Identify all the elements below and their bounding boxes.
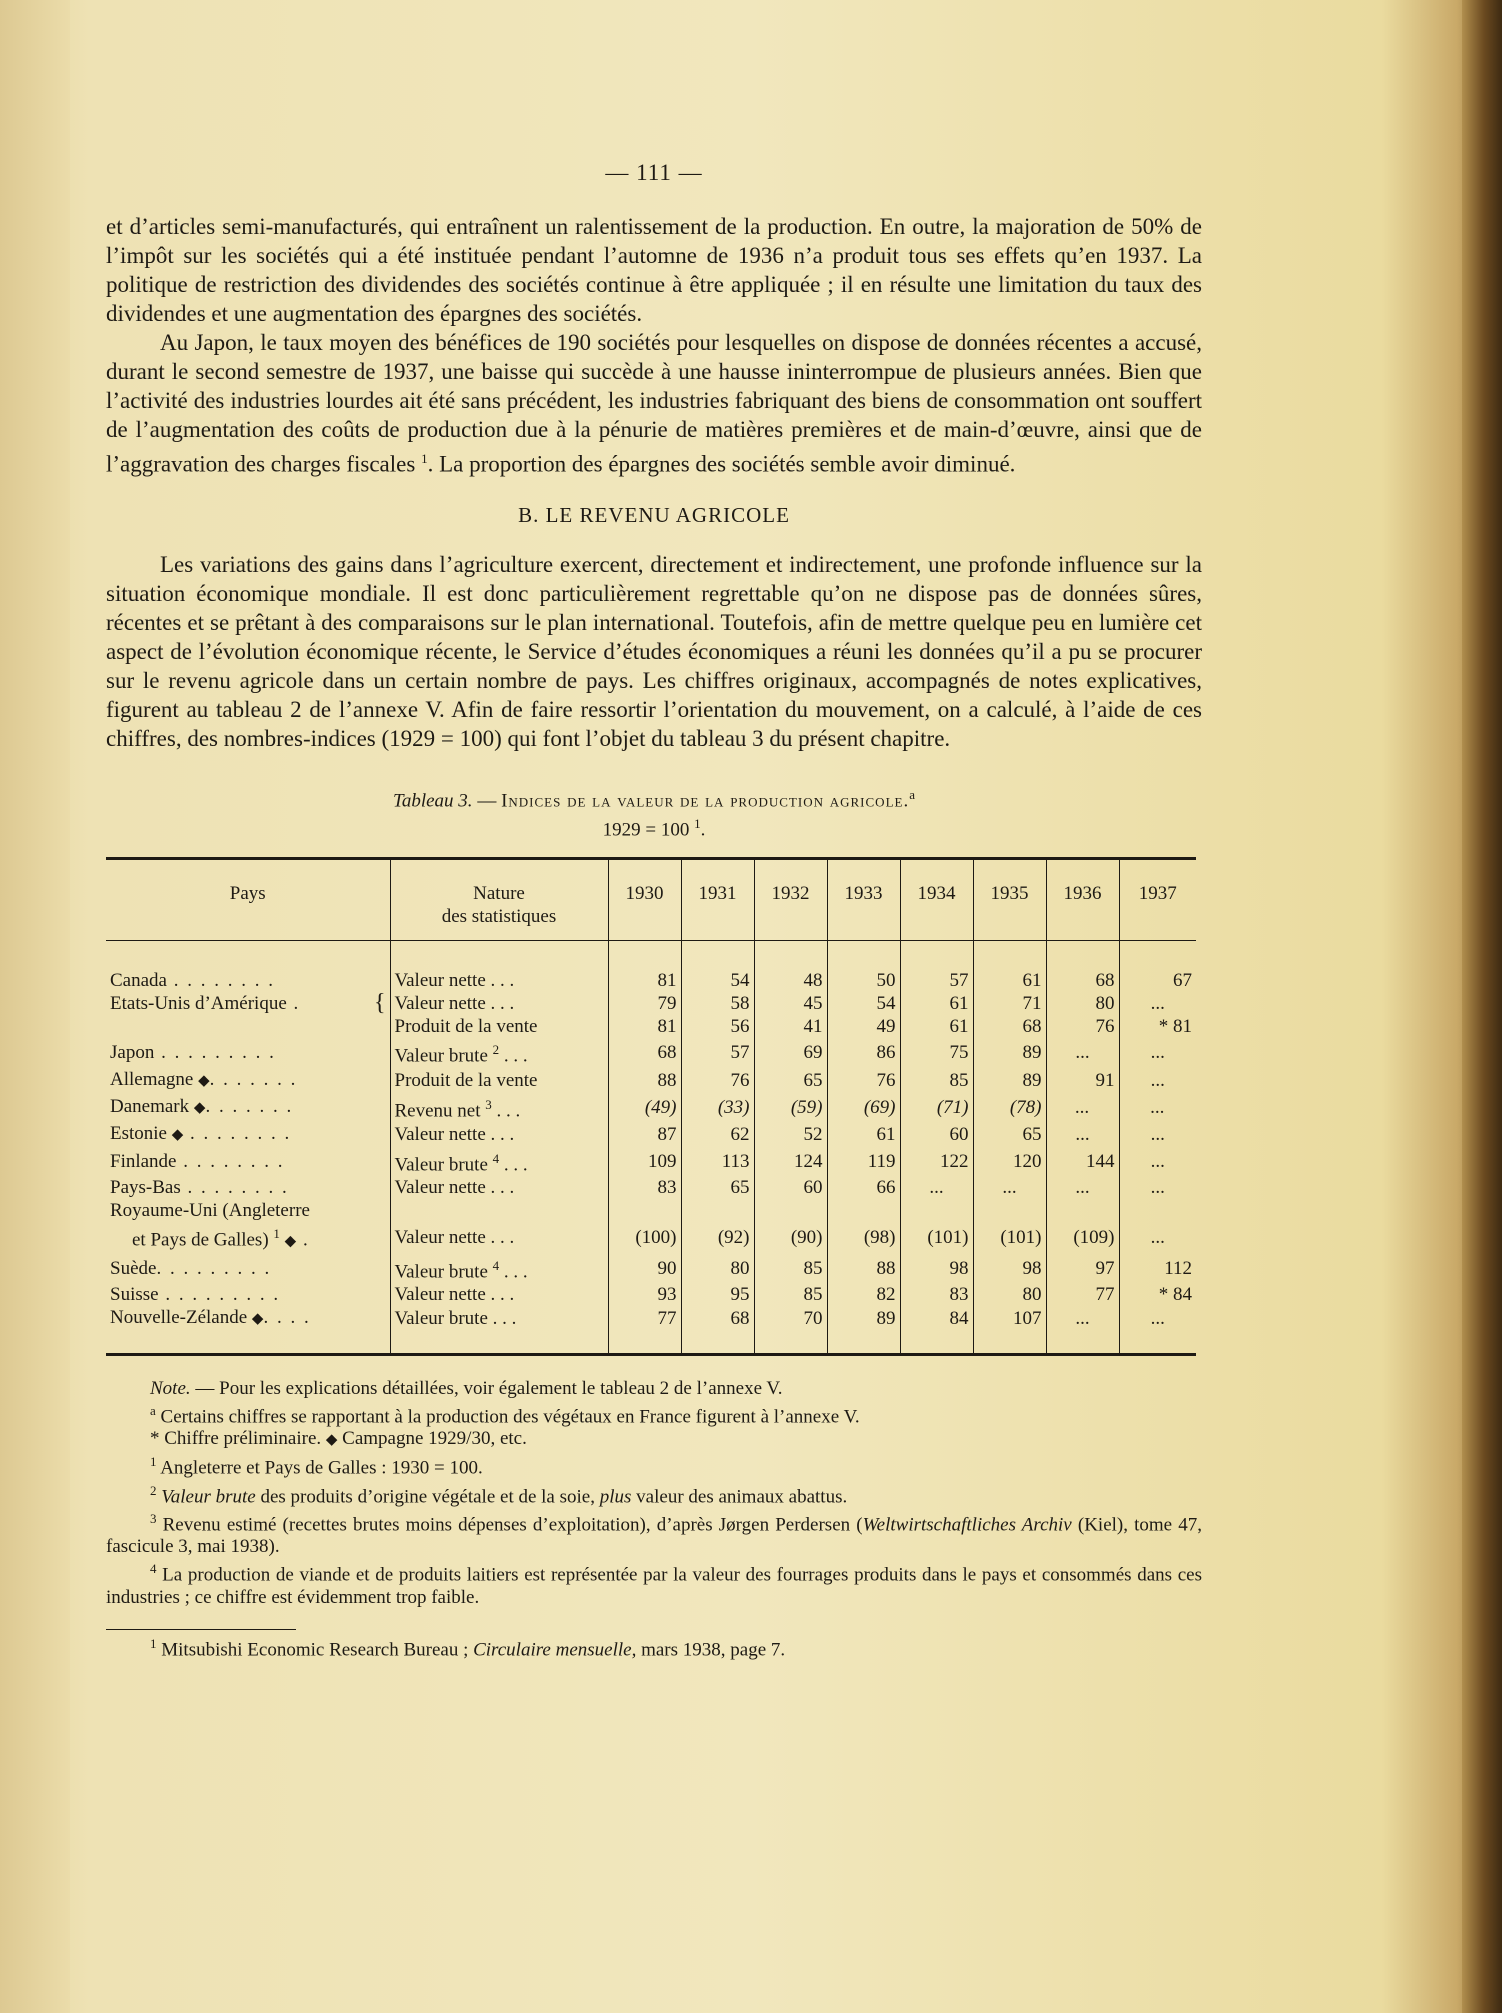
table-spacer-row — [106, 941, 1196, 970]
value-cell: 107 — [973, 1306, 1046, 1331]
nature-footnote-mark: 2 — [492, 1042, 500, 1058]
table-row — [106, 1222, 1196, 1253]
header-country: Pays — [106, 859, 390, 941]
value-cell: 112 — [1119, 1254, 1196, 1283]
value-cell: 57 — [900, 969, 973, 992]
leader-dots: . — [286, 993, 301, 1015]
note-2-italic: Valeur brute — [161, 1485, 256, 1507]
note-2 — [106, 1480, 1202, 1508]
paragraph-1: et d’articles semi-manufacturés, qui entraînent un ralentissement de la production. En outre, la majoration de 50% de l’impôt sur les sociétés qui a été instituée pendant l’automne de 1936 n’a produit tous ses effets qu’en 1937. La politique de restriction des dividendes des sociétés continue à être appliquée ; il en résulte une limitation du taux des dividendes et une augmentation des épargnes des sociétés. — [106, 214, 1202, 326]
table-body — [106, 941, 1196, 1355]
leader-dots: . . . — [485, 970, 515, 992]
value-cell: (33) — [681, 1093, 754, 1122]
header-year: 1932 — [754, 859, 827, 941]
leader-dots: . . . — [485, 1177, 515, 1199]
leader-dots: . . . . . . . . — [183, 1122, 292, 1144]
note-a-mark: a — [150, 1402, 156, 1418]
leader-dots: . . . — [485, 1123, 515, 1145]
value-cell: 61 — [900, 1015, 973, 1038]
nature-cell — [390, 1283, 608, 1306]
value-cell: ... — [1119, 1222, 1196, 1253]
value-cell: (59) — [754, 1093, 827, 1122]
country-name: Finlande — [110, 1151, 177, 1173]
value-cell — [608, 1199, 681, 1222]
nature-text: Valeur nette — [394, 993, 486, 1015]
footnote-rule — [106, 1629, 296, 1630]
nature-cell — [390, 1222, 608, 1253]
leader-dots: . . . . . . . . — [180, 1177, 289, 1199]
note-1-mark: 1 — [150, 1454, 157, 1470]
note-star-text: * Chiffre préliminaire. — [150, 1428, 322, 1450]
value-cell: 79 — [608, 992, 681, 1015]
page-footnote-end: mars 1938, page 7. — [636, 1638, 786, 1660]
table-subcaption-mark: 1 — [694, 815, 701, 831]
paragraph-2-text: Au Japon, le taux moyen des bénéfices de 190 sociétés pour lesquelles on dispose de données récentes a accusé, durant le second semestre de 1937, une baisse qui succède à une hausse ininterrompue de plusieurs années. Bien que l’activité des industries lourdes ait été sans précédent, les industries fabriquant des biens de consommation ont souffert de l’augmentation des coûts de production due à la pénurie de matières premières et de main-d’œuvre, ainsi que de l’aggravation des charges fiscales — [106, 330, 1202, 477]
nature-cell — [390, 1122, 608, 1147]
country-cell — [106, 1176, 390, 1199]
value-cell: ... — [1046, 1038, 1119, 1067]
value-cell: 65 — [973, 1122, 1046, 1147]
note-4 — [106, 1558, 1202, 1608]
value-cell: 119 — [827, 1147, 900, 1176]
value-cell: 80 — [1046, 992, 1119, 1015]
value-cell — [681, 1199, 754, 1222]
country-name: et Pays de Galles) — [132, 1229, 269, 1251]
header-year: 1934 — [900, 859, 973, 941]
header-nature-line2: des statistiques — [441, 906, 557, 928]
page-footnote — [106, 1636, 1202, 1661]
country-cell — [106, 1015, 390, 1038]
note-1 — [106, 1451, 1202, 1479]
value-cell: 88 — [827, 1254, 900, 1283]
country-cell — [106, 1147, 390, 1176]
value-cell: 68 — [681, 1306, 754, 1331]
diamond-symbol: ◆ — [325, 1432, 338, 1449]
leader-dots: . . . — [487, 1307, 517, 1329]
value-cell: ... — [973, 1176, 1046, 1199]
value-cell: 61 — [827, 1122, 900, 1147]
leader-dots: . . . — [485, 1283, 515, 1305]
value-cell: 68 — [608, 1038, 681, 1067]
nature-text: Valeur nette — [394, 1177, 486, 1199]
country-cell — [106, 1122, 390, 1147]
country-cell — [106, 1068, 390, 1093]
nature-cell — [390, 992, 608, 1015]
leader-dots: . . . — [485, 1227, 515, 1249]
value-cell: 54 — [681, 969, 754, 992]
value-cell: 84 — [900, 1306, 973, 1331]
table-row — [106, 1283, 1196, 1306]
value-cell: 83 — [900, 1283, 973, 1306]
leader-dots: . . . — [499, 1260, 528, 1282]
leader-dots: . . . . . . . — [205, 1095, 294, 1117]
nature-text: Produit de la vente — [394, 1069, 538, 1091]
note-3-mark: 3 — [150, 1510, 157, 1526]
brace-symbol: { — [373, 990, 386, 1017]
value-cell: 76 — [827, 1068, 900, 1093]
table-caption — [106, 787, 1202, 812]
value-cell: 61 — [900, 992, 973, 1015]
value-cell: 77 — [1046, 1283, 1119, 1306]
value-cell: (78) — [973, 1093, 1046, 1122]
value-cell: ... — [1119, 1176, 1196, 1199]
value-cell: 109 — [608, 1147, 681, 1176]
value-cell: (71) — [900, 1093, 973, 1122]
value-cell: 57 — [681, 1038, 754, 1067]
nature-text: Valeur nette — [394, 970, 486, 992]
table-row — [106, 1122, 1196, 1147]
country-cell — [106, 992, 390, 1015]
section-heading: B. LE REVENU AGRICOLE — [518, 502, 790, 527]
country-name: Etats-Unis d’Amérique — [110, 993, 287, 1015]
country-cell — [106, 1283, 390, 1306]
leader-dots: . . . . . . . . — [176, 1151, 285, 1173]
nature-cell — [390, 1199, 608, 1222]
nature-footnote-mark: 3 — [485, 1096, 492, 1112]
paragraph-2: Au Japon, le taux moyen des bénéfices de 190 sociétés pour lesquelles on dispose de données récentes a accusé, durant le second semestre de 1937, une baisse qui succède à une hausse ininterrompue de plusieurs années. Bien que l’activité des industries lourdes ait été sans précédent, les industries fabriquant des biens de consommation ont souffert de l’augmentation des coûts de production due à la pénurie de matières premières et de main-d’œuvre, ainsi que de l’aggravation des charges fiscales $^1$. La proportion des épargnes des sociétés semble avoir diminué. — [106, 330, 1202, 477]
value-cell: 122 — [900, 1147, 973, 1176]
table-row — [106, 1093, 1196, 1122]
note-general — [106, 1378, 1202, 1400]
leader-dots: . . . . . . . . — [166, 970, 275, 992]
country-footnote-mark: 1 — [273, 1226, 280, 1242]
value-cell: 97 — [1046, 1254, 1119, 1283]
value-cell: 49 — [827, 1015, 900, 1038]
country-name: Royaume-Uni (Angleterre — [110, 1200, 310, 1222]
nature-cell — [390, 1306, 608, 1331]
table-row — [106, 1038, 1196, 1067]
header-year: 1933 — [827, 859, 900, 941]
page-footnote-mark: 1 — [150, 1635, 157, 1651]
value-cell: 87 — [608, 1122, 681, 1147]
leader-dots: . . . . . . . — [209, 1068, 298, 1090]
country-cell — [106, 1199, 390, 1222]
leader-dots: . . . . — [263, 1306, 311, 1328]
nature-text: Valeur nette — [394, 1227, 486, 1249]
nature-text: Valeur brute — [394, 1045, 488, 1067]
value-cell: 60 — [900, 1122, 973, 1147]
nature-text: Valeur brute — [394, 1307, 488, 1329]
value-cell: ... — [1119, 1122, 1196, 1147]
value-cell: 85 — [754, 1283, 827, 1306]
diamond-symbol: ◆ — [284, 1233, 297, 1250]
value-cell: (101) — [973, 1222, 1046, 1253]
value-cell: 61 — [973, 969, 1046, 992]
value-cell: 86 — [827, 1038, 900, 1067]
value-cell: 88 — [608, 1068, 681, 1093]
country-cell — [106, 969, 390, 992]
note-2-mid: des produits d’origine végétale et de la soie, — [255, 1485, 600, 1507]
value-cell: 50 — [827, 969, 900, 992]
value-cell: 48 — [754, 969, 827, 992]
value-cell: 120 — [973, 1147, 1046, 1176]
value-cell: 81 — [608, 969, 681, 992]
note-a-text: Certains chiffres se rapportant à la production des végétaux en France figurent à l’annexe V. — [155, 1406, 860, 1428]
table-notes — [106, 1378, 1202, 1609]
note-4-text: La production de viande et de produits laitiers est représentée par la valeur des fourrages produits dans le pays et consommés dans ces industries ; ce chiffre est évidemment trop faible. — [106, 1564, 1202, 1608]
country-name: Suisse — [110, 1283, 159, 1305]
note-label: Note. — [150, 1377, 191, 1399]
table-row — [106, 992, 1196, 1015]
value-cell: 54 — [827, 992, 900, 1015]
nature-cell — [390, 1015, 608, 1038]
value-cell: 69 — [754, 1038, 827, 1067]
value-cell: 85 — [900, 1068, 973, 1093]
value-cell: 41 — [754, 1015, 827, 1038]
value-cell: 98 — [900, 1254, 973, 1283]
page-footnote-italic: Circulaire mensuelle, — [473, 1638, 637, 1660]
value-cell: ... — [1046, 1122, 1119, 1147]
note-2-italic2: plus — [599, 1485, 632, 1507]
nature-footnote-mark: 4 — [492, 1257, 500, 1273]
note-2-mark: 2 — [150, 1482, 157, 1498]
note-diamond-text: Campagne 1929/30, etc. — [337, 1428, 527, 1450]
value-cell: 67 — [1119, 969, 1196, 992]
value-cell: 58 — [681, 992, 754, 1015]
table-caption-title: Indices de la valeur de la production agricole. — [501, 789, 910, 811]
note-3-end: (Kiel), tome 47, fascicule 3, mai 1938). — [106, 1514, 1203, 1558]
note-2-end: valeur des animaux abattus. — [631, 1485, 848, 1507]
value-cell: ... — [1046, 1176, 1119, 1199]
header-year: 1935 — [973, 859, 1046, 941]
header-year: 1930 — [608, 859, 681, 941]
nature-text: Produit de la vente — [394, 1016, 538, 1038]
note-3-italic: Weltwirtschaftliches Archiv — [862, 1514, 1072, 1536]
value-cell — [1046, 1199, 1119, 1222]
country-name: Estonie — [110, 1122, 167, 1144]
table-caption-dash: — — [472, 789, 502, 811]
value-cell: (49) — [608, 1093, 681, 1122]
table-row — [106, 1015, 1196, 1038]
page-number: — 111 — — [605, 160, 703, 185]
table-row — [106, 969, 1196, 992]
value-cell: 89 — [973, 1038, 1046, 1067]
nature-cell — [390, 969, 608, 992]
country-cell — [106, 1222, 390, 1253]
page-left-edge — [0, 0, 70, 2013]
value-cell: 113 — [681, 1147, 754, 1176]
note-3-text: Revenu estimé (recettes brutes moins dépenses d’exploitation), d’après Jørgen Perdersen ( — [156, 1514, 863, 1536]
note-4-mark: 4 — [150, 1561, 157, 1577]
value-cell: ... — [1119, 1147, 1196, 1176]
value-cell — [827, 1199, 900, 1222]
nature-text: Valeur nette — [394, 1123, 486, 1145]
value-cell: 65 — [754, 1068, 827, 1093]
table-subcaption: 1929 = 100 $^1$. — [602, 815, 706, 841]
country-name: Canada — [110, 970, 167, 992]
nature-text: Valeur brute — [394, 1260, 488, 1282]
nature-text: Revenu net — [394, 1099, 481, 1121]
value-cell: 83 — [608, 1176, 681, 1199]
note-3 — [106, 1508, 1202, 1558]
table-row — [106, 1147, 1196, 1176]
table-row — [106, 1068, 1196, 1093]
table-row — [106, 1254, 1196, 1283]
value-cell: 80 — [681, 1254, 754, 1283]
footnote-ref-1: 1 — [421, 451, 428, 466]
leader-dots: . . . . . . . . . — [158, 1283, 281, 1305]
table-row — [106, 1176, 1196, 1199]
value-cell: 70 — [754, 1306, 827, 1331]
value-cell: ... — [1046, 1093, 1119, 1122]
value-cell — [973, 1199, 1046, 1222]
value-cell: 75 — [900, 1038, 973, 1067]
leader-dots: . . . . . . . . . — [156, 1257, 272, 1279]
value-cell: (101) — [900, 1222, 973, 1253]
country-name: Pays-Bas — [110, 1177, 181, 1199]
nature-text: Valeur nette — [394, 1283, 486, 1305]
nature-cell — [390, 1254, 608, 1283]
value-cell: 77 — [608, 1306, 681, 1331]
nature-cell — [390, 1176, 608, 1199]
book-spine-shadow — [1462, 0, 1502, 2013]
value-cell: * 81 — [1119, 1015, 1196, 1038]
value-cell: 68 — [973, 1015, 1046, 1038]
value-cell: (92) — [681, 1222, 754, 1253]
country-cell — [106, 1038, 390, 1067]
country-name: Danemark — [110, 1095, 190, 1117]
value-cell: (90) — [754, 1222, 827, 1253]
diamond-symbol: ◆ — [193, 1099, 206, 1116]
value-cell — [1119, 1199, 1196, 1222]
value-cell: 90 — [608, 1254, 681, 1283]
country-name: Japon — [110, 1042, 155, 1064]
value-cell: 89 — [973, 1068, 1046, 1093]
note-a — [106, 1400, 1202, 1428]
value-cell: ... — [1119, 1306, 1196, 1331]
table-subcaption-text: 1929 = 100 — [602, 819, 690, 841]
value-cell: (98) — [827, 1222, 900, 1253]
value-cell: (69) — [827, 1093, 900, 1122]
value-cell: 45 — [754, 992, 827, 1015]
diamond-symbol: ◆ — [251, 1310, 264, 1327]
note-text: — Pour les explications détaillées, voir également le tableau 2 de l’annexe V. — [190, 1377, 783, 1399]
table-spacer-row — [106, 1331, 1196, 1355]
nature-cell — [390, 1068, 608, 1093]
value-cell — [754, 1199, 827, 1222]
country-name: Allemagne — [110, 1068, 194, 1090]
value-cell: ... — [900, 1176, 973, 1199]
value-cell: 89 — [827, 1306, 900, 1331]
table-caption-mark: a — [909, 786, 915, 802]
value-cell: ... — [1119, 1038, 1196, 1067]
diamond-symbol: ◆ — [171, 1126, 184, 1143]
value-cell: 85 — [754, 1254, 827, 1283]
value-cell: 91 — [1046, 1068, 1119, 1093]
nature-cell — [390, 1147, 608, 1176]
value-cell: 66 — [827, 1176, 900, 1199]
table-caption-label: Tableau 3. — [393, 789, 473, 811]
leader-dots: . — [296, 1229, 310, 1251]
table-row — [106, 1199, 1196, 1222]
value-cell: 76 — [1046, 1015, 1119, 1038]
value-cell: 81 — [608, 1015, 681, 1038]
leader-dots: . . . — [499, 1154, 528, 1176]
table-header-row — [106, 859, 1196, 941]
value-cell: * 84 — [1119, 1283, 1196, 1306]
value-cell: 71 — [973, 992, 1046, 1015]
leader-dots: . . . . . . . . . — [154, 1042, 276, 1064]
country-name: Suède — [110, 1257, 157, 1279]
value-cell: 98 — [973, 1254, 1046, 1283]
value-cell: 124 — [754, 1147, 827, 1176]
table-row — [106, 1306, 1196, 1331]
leader-dots: . . . — [499, 1045, 528, 1067]
value-cell: 80 — [973, 1283, 1046, 1306]
value-cell: 56 — [681, 1015, 754, 1038]
header-nature — [390, 859, 608, 941]
nature-text: Valeur brute — [394, 1154, 488, 1176]
value-cell: 68 — [1046, 969, 1119, 992]
value-cell: (100) — [608, 1222, 681, 1253]
value-cell: 60 — [754, 1176, 827, 1199]
nature-cell — [390, 1038, 608, 1067]
page-content — [106, 160, 1202, 1661]
page-footnote-text: Mitsubishi Economic Research Bureau ; — [156, 1638, 474, 1660]
diamond-symbol: ◆ — [198, 1072, 210, 1089]
country-cell — [106, 1306, 390, 1331]
header-year: 1937 — [1119, 859, 1196, 941]
country-cell — [106, 1093, 390, 1122]
value-cell: 76 — [681, 1068, 754, 1093]
value-cell: 62 — [681, 1122, 754, 1147]
leader-dots: . . . — [491, 1099, 521, 1121]
note-1-text: Angleterre et Pays de Galles : 1930 = 100. — [156, 1457, 483, 1479]
header-year: 1931 — [681, 859, 754, 941]
paragraph-2-end: La proportion des épargnes des sociétés semble avoir diminué. — [439, 451, 1016, 477]
country-name: Nouvelle-Zélande — [110, 1306, 248, 1328]
value-cell: 95 — [681, 1283, 754, 1306]
value-cell: ... — [1046, 1306, 1119, 1331]
note-star-diamond — [106, 1428, 1202, 1451]
value-cell: 144 — [1046, 1147, 1119, 1176]
header-nature-line1: Nature — [473, 883, 525, 905]
nature-footnote-mark: 4 — [492, 1150, 500, 1166]
leader-dots: . . . — [485, 993, 515, 1015]
value-cell: (109) — [1046, 1222, 1119, 1253]
value-cell: 82 — [827, 1283, 900, 1306]
indices-table — [106, 857, 1196, 1356]
value-cell: ... — [1119, 1093, 1196, 1122]
value-cell: ... — [1119, 992, 1196, 1015]
header-year: 1936 — [1046, 859, 1119, 941]
value-cell — [900, 1199, 973, 1222]
value-cell: 52 — [754, 1122, 827, 1147]
value-cell: 65 — [681, 1176, 754, 1199]
country-cell — [106, 1254, 390, 1283]
nature-cell — [390, 1093, 608, 1122]
value-cell: ... — [1119, 1068, 1196, 1093]
paragraph-3: Les variations des gains dans l’agriculture exercent, directement et indirectement, une profonde influence sur la situation économique mondiale. Il est donc particulièrement regrettable qu’on ne dispose pas de données sûres, récentes et se prêtant à des comparaisons sur le plan international. Toutefois, afin de mettre quelque peu en lumière cet aspect de l’évolution économique récente, le Service d’études économiques a réuni les données qu’il a pu se procurer sur le revenu agricole dans un certain nombre de pays. Les chiffres originaux, accompagnés de notes explicatives, figurent au tableau 2 de l’annexe V. Afin de faire ressortir l’orientation du mouvement, on a calculé, à l’aide de ces chiffres, des nombres-indices (1929 = 100) qui font l’objet du tableau 3 du présent chapitre. — [106, 551, 1202, 751]
value-cell: 93 — [608, 1283, 681, 1306]
